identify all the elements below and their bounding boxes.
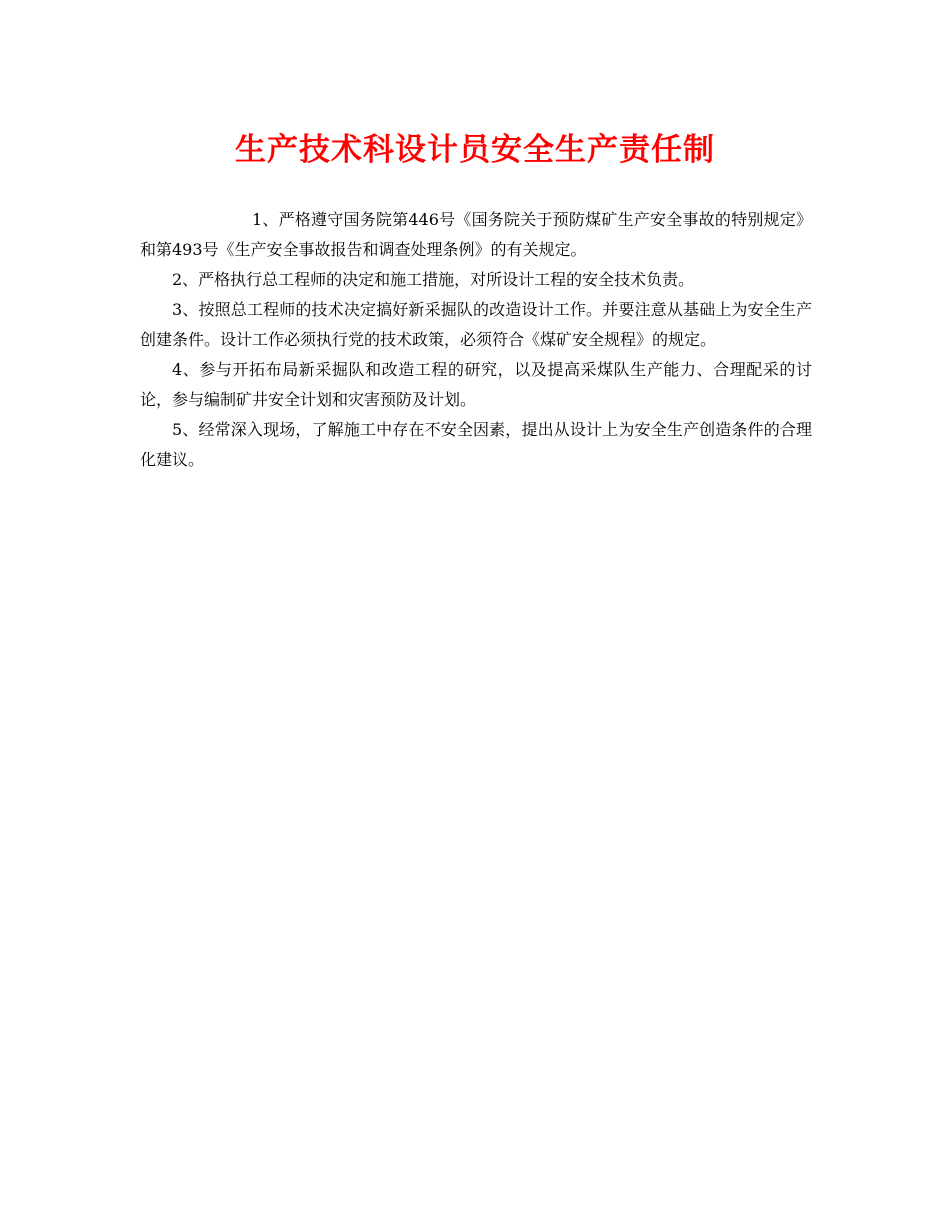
paragraph-5: 5、经常深入现场，了解施工中存在不安全因素，提出从设计上为安全生产创造条件的合理化建议。 [140,420,812,469]
document-title: 生产技术科设计员安全生产责任制 [235,132,715,168]
paragraph-3: 3、按照总工程师的技术决定搞好新采掘队的改造设计工作。并要注意从基础上为安全生产创建条件。设计工作必须执行党的技术政策，必须符合《煤矿安全规程》的规定。 [140,300,812,349]
paragraph-2: 2、严格执行总工程师的决定和施工措施，对所设计工程的安全技术负责。 [172,270,695,289]
paragraph-4: 4、参与开拓布局新采掘队和改造工程的研究，以及提高采煤队生产能力、合理配采的讨论，参与编制矿井安全计划和灾害预防及计划。 [140,360,812,409]
document-body [140,205,812,475]
paragraph-1: 1、严格遵守国务院第446号《国务院关于预防煤矿生产安全事故的特别规定》和第493号《生产安全事故报告和调查处理条例》的有关规定。 [140,210,812,259]
